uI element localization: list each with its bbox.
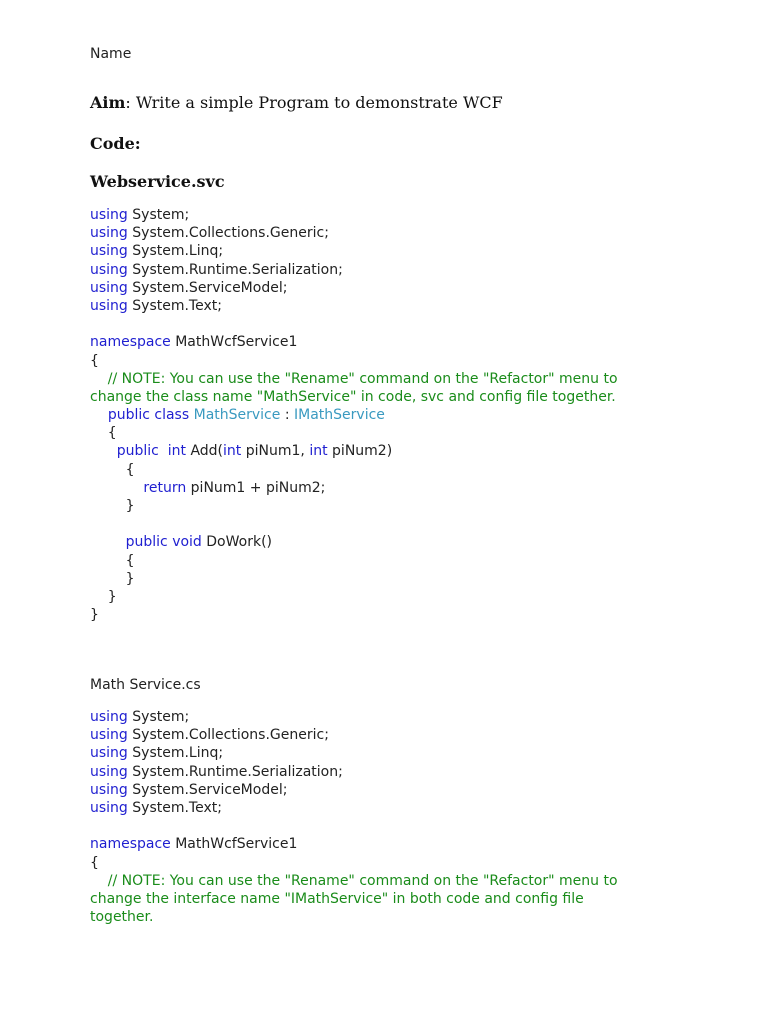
code-keyword: int [167,443,186,460]
code-text: System.Runtime.Serialization; [127,261,343,278]
code-keyword: public [107,407,150,424]
code-keyword: return [143,479,187,496]
code-text: DoWork() [201,534,272,551]
code-line [90,835,730,853]
code-line [90,242,730,260]
code-line [90,388,730,406]
aim-label: Aim [90,93,126,112]
code-line [90,570,730,588]
code-text [159,443,168,459]
code-keyword: using [90,243,128,260]
code-text: System.Text; [127,297,222,314]
code-line [90,872,730,890]
code-line [90,315,730,333]
code-keyword: using [90,781,128,798]
code-keyword: namespace [90,334,171,351]
code-line [90,461,730,479]
code-text: System; [127,207,190,223]
file1-heading: Webservice.svc [90,172,225,191]
code-line [90,854,730,872]
code-line [90,726,730,744]
code-text: { [90,552,135,569]
code-line [90,297,730,315]
code-line [90,352,730,370]
code-comment: change the class name "MathService" in code, svc and config file together. [90,388,616,405]
code-keyword: class [154,407,190,424]
code-text: System.Collections.Generic; [127,225,329,242]
code-line [90,261,730,279]
code-keyword: public [125,534,168,551]
code-type: IMathService [294,407,385,424]
code-text: System.Text; [127,799,222,816]
code-text: } [90,607,99,624]
code-comment: // NOTE: You can use the "Rename" command on the "Refactor" menu to [90,872,618,889]
code-line [90,533,730,551]
code-comment: // NOTE: You can use the "Rename" command on the "Refactor" menu to [90,370,618,387]
code-line [90,370,730,388]
file2-heading: Math Service.cs [90,677,201,693]
code-text [90,443,117,459]
code-text: System.Collections.Generic; [127,727,329,744]
code-text: } [90,588,117,605]
code-line [90,606,730,624]
code-text: piNum2) [327,443,393,460]
code-keyword: using [90,279,128,296]
code-keyword: int [309,443,328,460]
code-line [90,206,730,224]
code-comment: together. [90,909,154,926]
code-keyword: using [90,225,128,242]
code-text: System.Linq; [127,745,224,762]
code-text: piNum1, [241,443,310,460]
code-keyword: using [90,727,128,744]
code-text: Add( [186,443,224,460]
code-text: } [90,570,135,587]
code-text [90,534,126,550]
code-line [90,817,730,835]
aim-separator: : [125,93,136,112]
code-line [90,224,730,242]
code-text: } [90,498,135,514]
code-heading: Code: [90,134,141,153]
code-comment: change the interface name "IMathService" in both code and config file [90,890,584,907]
code-text: MathWcfService1 [170,836,298,853]
code-line [90,552,730,570]
code-text [90,480,143,496]
code-line [90,333,730,351]
code-line [90,279,730,297]
code-line [90,763,730,781]
aim-line [90,93,503,113]
code-text: System.ServiceModel; [127,781,288,798]
code-line [90,799,730,817]
code-line [90,744,730,762]
code-line [90,890,730,908]
code-keyword: namespace [90,836,171,853]
code-text: { [90,352,99,369]
code-text: { [90,425,117,442]
code-line [90,781,730,799]
code-keyword: using [90,709,128,725]
code-keyword: using [90,207,128,223]
code-line [90,479,730,497]
code-keyword: int [223,443,242,460]
code-line [90,515,730,533]
code-text: MathWcfService1 [170,334,298,351]
aim-text: Write a simple Program to demonstrate WCF [135,93,503,112]
code-line [90,406,730,424]
code-text: piNum1 + piNum2; [186,479,326,496]
code-block-mathservice [90,708,730,926]
code-block-webservice [90,206,730,624]
code-line [90,588,730,606]
code-text [90,407,108,423]
code-keyword: using [90,261,128,278]
code-keyword: void [172,534,202,551]
code-line [90,908,730,926]
code-type: MathService [193,407,281,424]
code-text: : [280,407,294,424]
code-text: System.Runtime.Serialization; [127,763,343,780]
code-line [90,424,730,442]
code-line [90,708,730,726]
code-text: System; [127,709,190,725]
code-text: { [90,461,135,478]
code-text: System.ServiceModel; [127,279,288,296]
code-keyword: using [90,297,128,314]
code-text: System.Linq; [127,243,224,260]
code-keyword: using [90,745,128,762]
code-keyword: public [116,443,159,460]
name-label: Name [90,46,132,62]
code-line [90,497,730,515]
code-keyword: using [90,763,128,780]
code-line [90,442,730,460]
code-text: { [90,854,99,871]
code-keyword: using [90,799,128,816]
